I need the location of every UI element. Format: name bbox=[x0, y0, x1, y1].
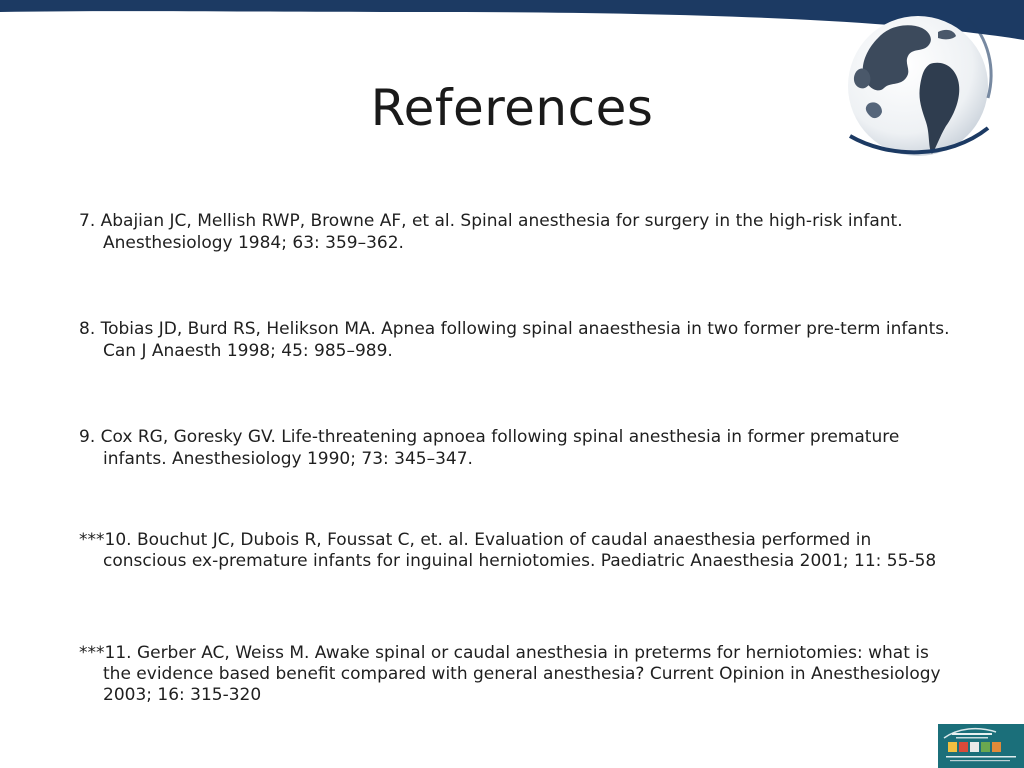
reference-item: ***11. Gerber AC, Weiss M. Awake spinal or caudal anesthesia in preterms for herniotomies: what is the evidence based benefit compared with general anesthesia? Current Opinion in Anesthesiology 2003; 16: 315-320 bbox=[79, 643, 941, 705]
reference-item: 9. Cox RG, Goresky GV. Life-threatening apnoea following spinal anesthesia in former premature infants. Anesthesiology 1990; 73: 345–347. bbox=[79, 427, 900, 469]
page-title: References bbox=[370, 79, 654, 137]
reference-item: 7. Abajian JC, Mellish RWP, Browne AF, et al. Spinal anesthesia for surgery in the high-risk infant. Anesthesiology 1984; 63: 359–362. bbox=[79, 211, 903, 253]
reference-item: 8. Tobias JD, Burd RS, Helikson MA. Apnea following spinal anaesthesia in two former pre-term infants. Can J Anaesth 1998; 45: 985–989. bbox=[79, 319, 950, 361]
organization-logo-icon bbox=[938, 724, 1024, 768]
reference-item: ***10. Bouchut JC, Dubois R, Foussat C, et. al. Evaluation of caudal anaesthesia performed in conscious ex-premature infants for inguinal herniotomies. Paediatric Anaesthesia 2001; 11: 55-58 bbox=[79, 530, 937, 571]
